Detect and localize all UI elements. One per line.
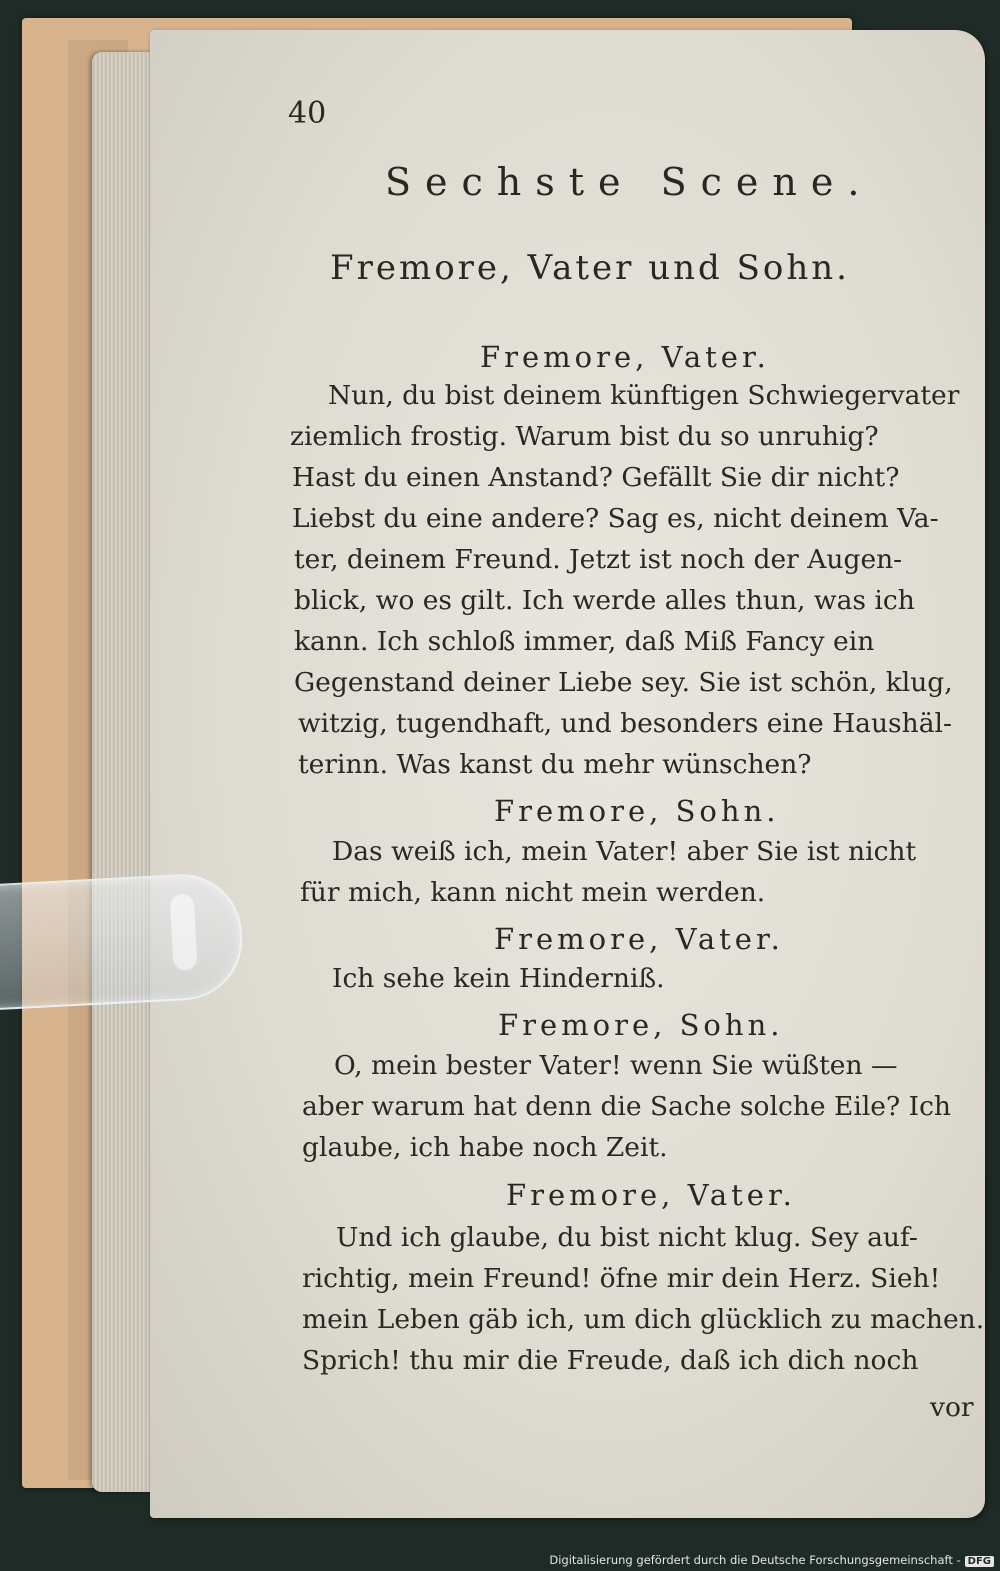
dialogue-line: Liebst du eine andere? Sag es, nicht deinem Va- [292, 503, 939, 534]
glass-shine [170, 894, 198, 971]
dialogue-line: Gegenstand deiner Liebe sey. Sie ist schön, klug, [294, 667, 953, 698]
dfg-logo: DFG [965, 1556, 994, 1567]
dialogue-line: terinn. Was kanst du mehr wünschen? [298, 749, 812, 780]
dialogue-line: mein Leben gäb ich, um dich glücklich zu machen. [302, 1304, 985, 1335]
page-number: 40 [288, 96, 327, 131]
dialogue-line: Sprich! thu mir die Freude, daß ich dich noch [302, 1345, 919, 1376]
dialogue-line: Ich sehe kein Hinderniß. [332, 963, 665, 994]
speaker-label: Fremore, Vater. [480, 340, 770, 374]
footer-text: Digitalisierung gefördert durch die Deutsche Forschungsgemeinschaft - [549, 1553, 961, 1567]
dialogue-line: ter, deinem Freund. Jetzt ist noch der Augen- [294, 544, 903, 575]
characters-heading: Fremore, Vater und Sohn. [330, 248, 850, 288]
glass-page-holder [0, 871, 245, 1011]
dialogue-line: Hast du einen Anstand? Gefällt Sie dir nicht? [292, 462, 900, 493]
speaker-label: Fremore, Vater. [494, 922, 784, 956]
dialogue-line: glaube, ich habe noch Zeit. [302, 1132, 668, 1163]
dialogue-line: aber warum hat denn die Sache solche Eile? Ich [302, 1091, 951, 1122]
dialogue-line: für mich, kann nicht mein werden. [300, 877, 766, 908]
speaker-label: Fremore, Vater. [506, 1178, 796, 1212]
dialogue-line: Das weiß ich, mein Vater! aber Sie ist nicht [332, 836, 917, 867]
dialogue-line: blick, wo es gilt. Ich werde alles thun, was ich [294, 585, 915, 616]
dialogue-line: ziemlich frostig. Warum bist du so unruhig? [290, 421, 879, 452]
dialogue-line: Nun, du bist deinem künftigen Schwiegervater [328, 380, 960, 411]
catchword: vor [930, 1392, 974, 1423]
dialogue-line: witzig, tugendhaft, und besonders eine Haushäl- [298, 708, 952, 739]
digitization-footer [549, 1553, 994, 1567]
dialogue-line: kann. Ich schloß immer, daß Miß Fancy ein [294, 626, 875, 657]
dialogue-line: Und ich glaube, du bist nicht klug. Sey auf- [336, 1222, 918, 1253]
dialogue-line: richtig, mein Freund! öfne mir dein Herz. Sieh! [302, 1263, 941, 1294]
speaker-label: Fremore, Sohn. [494, 794, 780, 828]
scene-title: Sechste Scene. [385, 160, 874, 204]
speaker-label: Fremore, Sohn. [498, 1008, 784, 1042]
dialogue-line: O, mein bester Vater! wenn Sie wüßten — [334, 1050, 898, 1081]
